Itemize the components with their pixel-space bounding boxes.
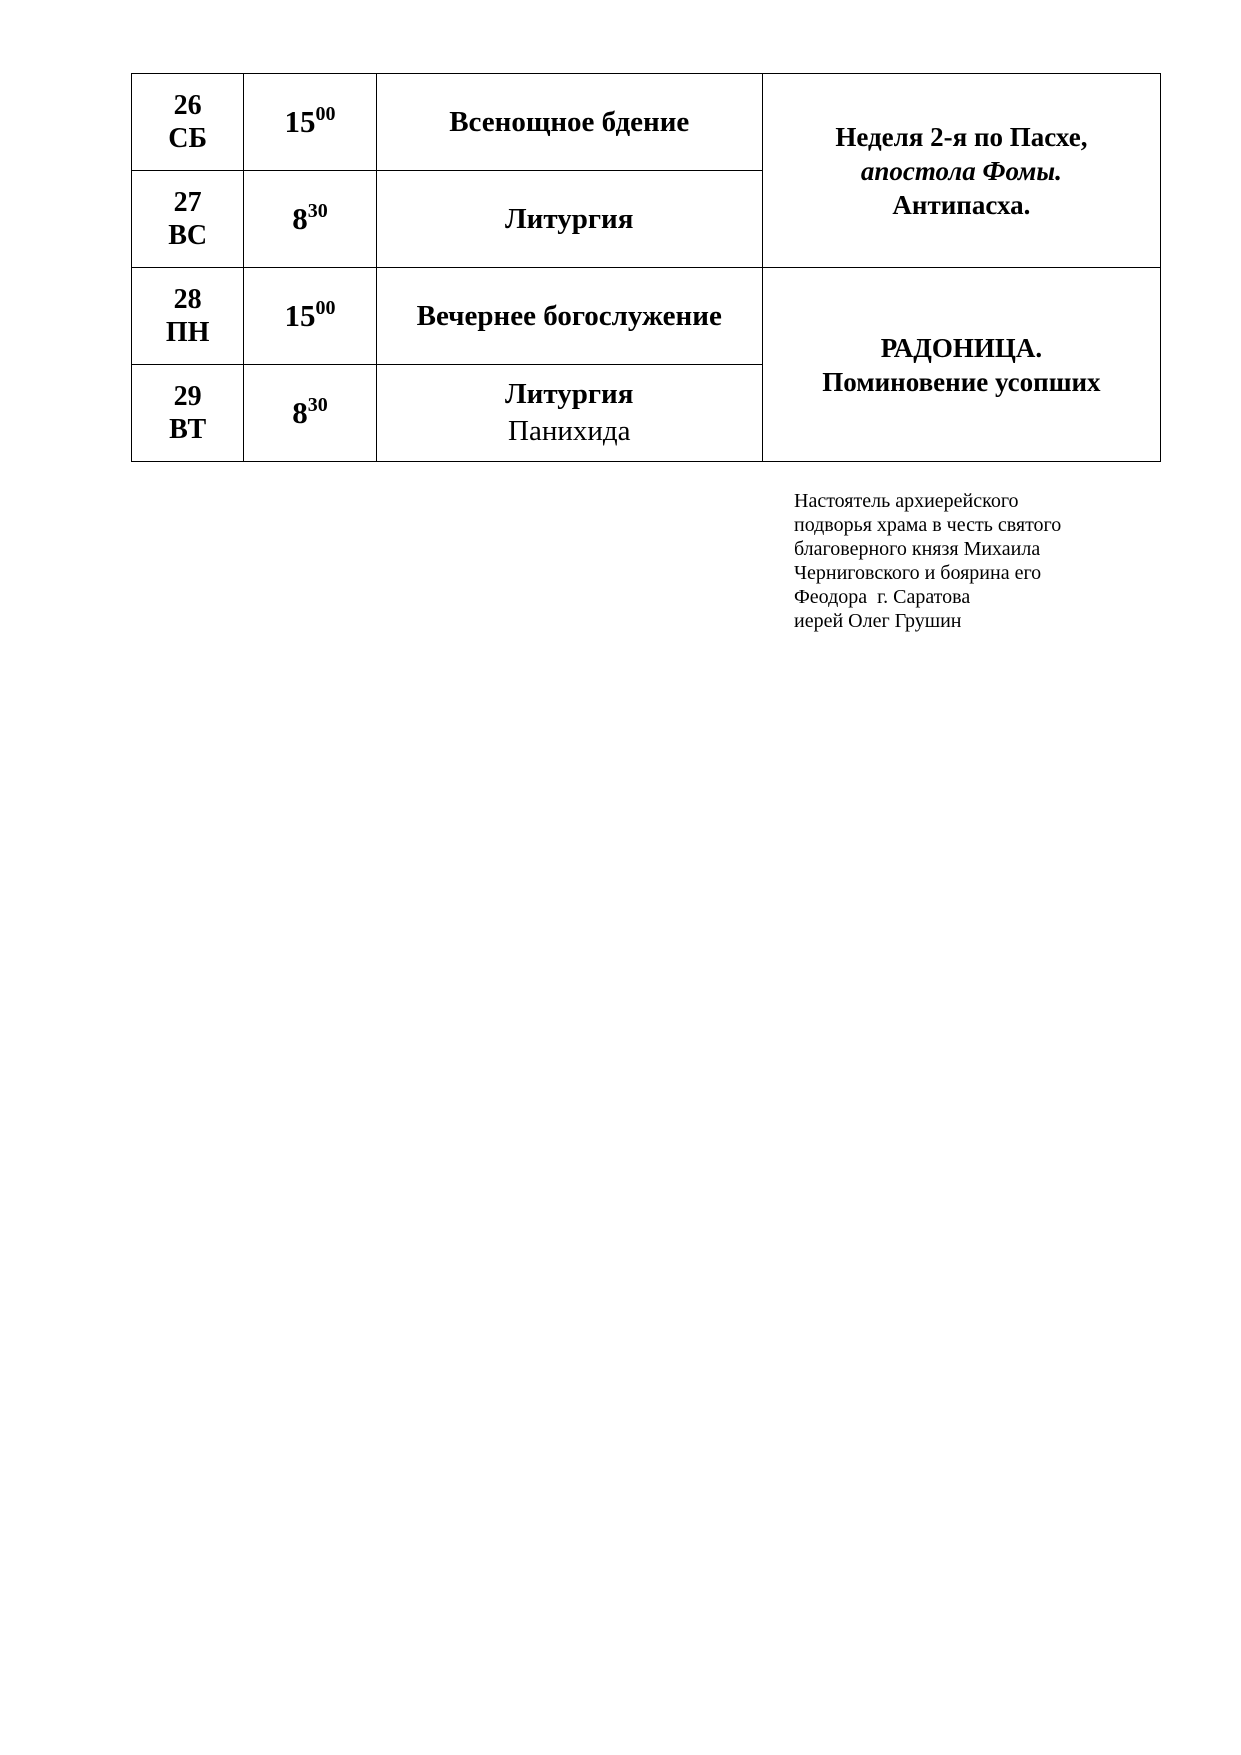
service-schedule-table [131,73,1161,462]
signature-line: Черниговского и боярина его [794,562,1042,584]
table-row [132,268,1161,365]
time-cell [244,171,376,268]
service-cell [376,74,762,171]
time-hour: 8 [292,395,308,430]
date-cell [132,365,244,462]
date-cell [132,171,244,268]
time-cell [244,365,376,462]
time-minutes: 00 [315,297,336,319]
weekday: ВС [168,220,208,251]
service-name: Литургия [505,378,634,410]
signature-line: Феодора г. Саратова [794,586,971,608]
feast-line: Неделя 2-я по Пасхе, [835,121,1088,152]
day-number: 28 [173,284,202,315]
time-hour: 15 [284,298,316,333]
time-cell [244,74,376,171]
time-minutes: 00 [315,103,336,125]
feast-line: РАДОНИЦА. [880,332,1043,363]
weekday: СБ [168,123,208,154]
service-name: Вечернее богослужение [416,299,722,332]
signature-line: подворья храма в честь святого [794,514,1062,536]
time-hour: 15 [284,104,316,139]
time-hour: 8 [292,201,308,236]
date-cell [132,268,244,365]
feast-cell [762,268,1160,462]
service-name: Всенощное бдение [449,105,690,138]
day-number: 26 [173,90,202,121]
weekday: ВТ [169,414,207,445]
service-cell [376,365,762,462]
feast-cell [762,74,1160,268]
signature-block [794,489,1174,633]
feast-line: Поминовение усопших [822,366,1101,397]
day-number: 27 [173,187,202,218]
time-minutes: 30 [307,200,328,222]
signature-line: благоверного князя Михаила [794,538,1041,560]
service-name: Литургия [505,202,634,235]
service-cell [376,268,762,365]
feast-line: Антипасха. [892,189,1031,220]
time-cell [244,268,376,365]
service-cell [376,171,762,268]
weekday: ПН [165,317,210,348]
day-number: 29 [173,381,202,412]
date-cell [132,74,244,171]
table-row [132,74,1161,171]
signature-line: Настоятель архиерейского [794,490,1019,512]
time-minutes: 30 [307,394,328,416]
service-extra: Панихида [508,415,631,447]
feast-line-italic: апостола Фомы. [860,155,1062,186]
signature-line: иерей Олег Грушин [794,610,962,632]
